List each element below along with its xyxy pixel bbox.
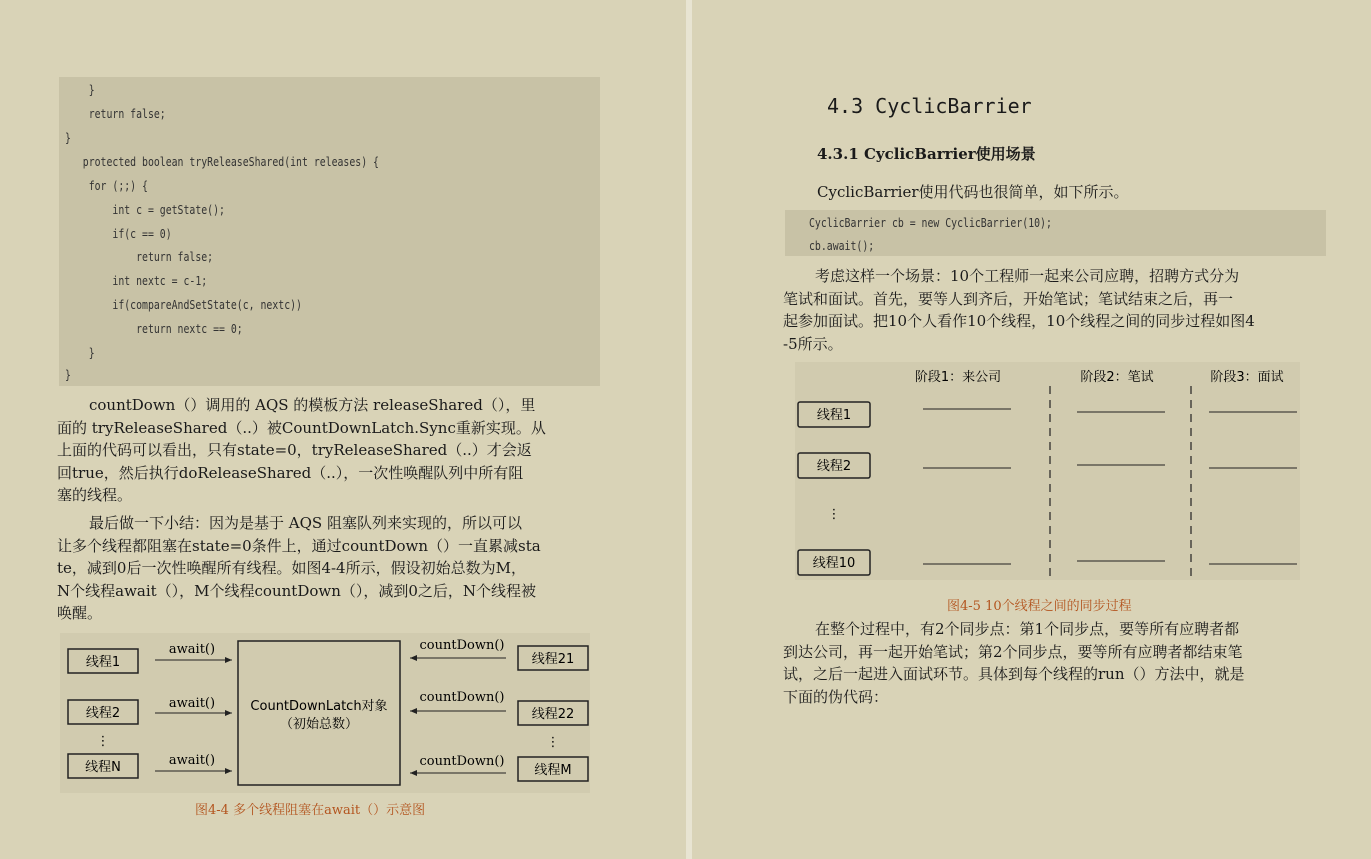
paragraph <box>57 512 597 625</box>
right-page <box>692 0 1371 859</box>
thread-label: 线程22 <box>531 707 575 722</box>
text-line: 面的 tryReleaseShared（..）被CountDownLatch.Sync重新实现。从 <box>57 418 546 437</box>
thread-label: 线程2 <box>816 459 852 474</box>
code-line: if(c == 0) <box>65 227 172 241</box>
code-line: cb.await(); <box>809 239 875 253</box>
thread-label: 线程1 <box>85 655 121 670</box>
text-line: 考虑这样一个场景：10个工程师一起来公司应聘，招聘方式分为 <box>815 267 1240 285</box>
text-line: te，减到0后一次性唤醒所有线程。如图4-4所示，假设初始总数为M， <box>57 559 526 578</box>
code-line: return false; <box>65 250 214 264</box>
paragraph <box>783 618 1323 708</box>
await-label: await() <box>168 753 216 768</box>
dots: ⋮ <box>546 735 560 750</box>
countdown-label: countDown() <box>419 754 505 769</box>
code-line: } <box>65 131 71 145</box>
code-line: } <box>65 368 71 382</box>
paragraph <box>57 394 597 507</box>
dots: ⋮ <box>827 507 841 522</box>
thread-label: 线程21 <box>531 652 575 667</box>
text-line: -5所示。 <box>783 334 843 353</box>
stage-label: 阶段1：来公司 <box>914 370 1002 385</box>
center-label: CountDownLatch对象 <box>250 699 388 714</box>
dots: ⋮ <box>96 734 110 749</box>
text-line: 到达公司，再一起开始笔试；第2个同步点，要等所有应聘者都结束笔 <box>783 642 1243 661</box>
stage-label: 阶段3：面试 <box>1210 370 1284 385</box>
section-heading: 4.3 CyclicBarrier <box>827 94 1032 118</box>
code-line: if(compareAndSetState(c, nextc)) <box>65 298 302 312</box>
code-line: } <box>65 346 95 360</box>
text-line: 最后做一下小结：因为是基于 AQS 阻塞队列来实现的，所以可以 <box>89 514 522 532</box>
figure-4-4-svg <box>60 633 590 793</box>
text-line: 试，之后一起进入面试环节。具体到每个线程的run（）方法中，就是 <box>783 665 1245 684</box>
countdown-label: countDown() <box>419 690 505 705</box>
text-line: 笔试和面试。首先，要等人到齐后，开始笔试；笔试结束之后，再一 <box>783 289 1234 308</box>
code-block <box>59 77 600 386</box>
code-line: for (;;) { <box>65 179 148 193</box>
figure-4-5 <box>795 362 1300 580</box>
paragraph <box>783 265 1323 355</box>
text-line: 起参加面试。把10个人看作10个线程，10个线程之间的同步过程如图4 <box>783 312 1255 331</box>
text-line: countDown（）调用的 AQS 的模板方法 releaseShared（），里 <box>89 396 536 414</box>
thread-label: 线程M <box>534 763 572 778</box>
text-line: 让多个线程都阻塞在state=0条件上，通过countDown（）一直累减sta <box>57 536 541 555</box>
subsection-heading: 4.3.1 CyclicBarrier使用场景 <box>817 145 1036 163</box>
figure-caption: 图4-4 多个线程阻塞在await（）示意图 <box>195 803 426 818</box>
code-line: return nextc == 0; <box>65 322 243 336</box>
code-line: int c = getState(); <box>65 203 225 217</box>
figure-4-4 <box>60 633 590 793</box>
countdown-label: countDown() <box>419 638 505 653</box>
text-line: 在整个过程中，有2个同步点：第1个同步点，要等所有应聘者都 <box>815 620 1240 638</box>
await-label: await() <box>168 696 216 711</box>
center-label: （初始总数） <box>279 717 359 732</box>
intro-paragraph <box>817 181 1337 204</box>
code-line: int nextc = c-1; <box>65 274 208 288</box>
figure-caption: 图4-5 10个线程之间的同步过程 <box>947 599 1132 614</box>
text-line: 下面的伪代码： <box>783 687 889 706</box>
stage-label: 阶段2：笔试 <box>1080 370 1154 385</box>
code-block <box>785 210 1326 256</box>
figure-4-5-svg <box>795 362 1300 580</box>
code-line: protected boolean tryReleaseShared(int releases) { <box>65 155 379 169</box>
text-line: 唤醒。 <box>57 604 103 623</box>
thread-label: 线程N <box>85 760 121 775</box>
text-line: CyclicBarrier使用代码也很简单，如下所示。 <box>817 183 1129 201</box>
thread-label: 线程10 <box>812 556 856 571</box>
thread-label: 线程1 <box>816 408 852 423</box>
code-line: return false; <box>65 107 166 121</box>
code-line: } <box>65 83 95 97</box>
text-line: 回true，然后执行doReleaseShared（..），一次性唤醒队列中所有阻 <box>57 463 524 482</box>
text-line: 塞的线程。 <box>57 486 133 505</box>
text-line: N个线程await（），M个线程countDown（），减到0之后，N个线程被 <box>57 581 537 600</box>
await-label: await() <box>168 642 216 657</box>
text-line: 上面的代码可以看出，只有state=0，tryReleaseShared（..）才会返 <box>57 441 532 460</box>
thread-label: 线程2 <box>85 706 121 721</box>
code-line: CyclicBarrier cb = new CyclicBarrier(10); <box>809 216 1052 230</box>
